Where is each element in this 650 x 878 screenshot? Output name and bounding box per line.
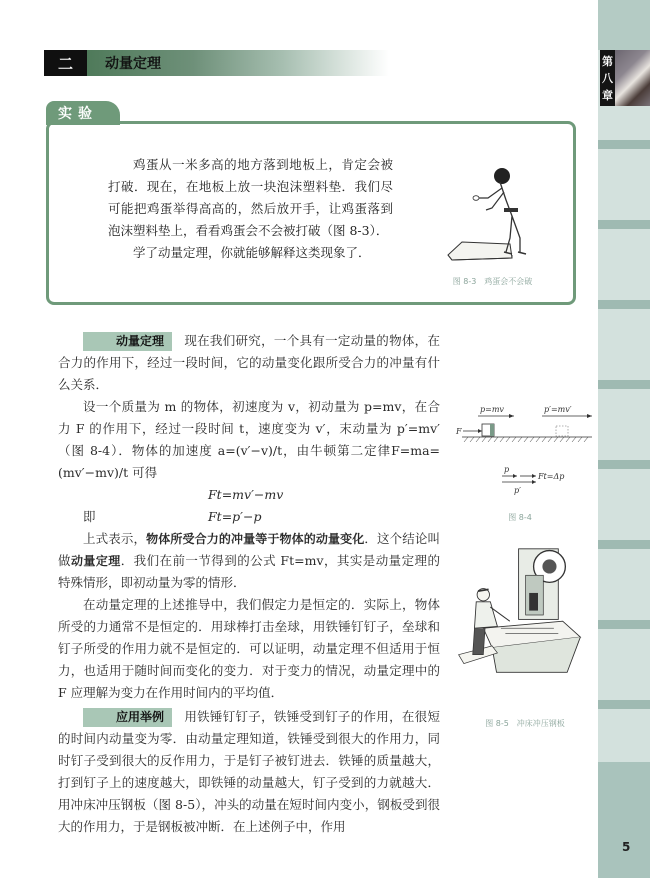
bold-term: 动量定理 — [70, 554, 121, 568]
paragraph-text: 现在我们研究，一个具有一定动量的物体，在合力的作用下，经过一段时间，它的动量变化跟所受合力的冲量有什么关系． — [58, 333, 440, 392]
egg-drop-figure — [440, 160, 545, 275]
formula-lead — [58, 484, 208, 506]
paragraph-momentum-theorem — [58, 330, 440, 396]
formula-line-2 — [58, 506, 440, 528]
formula-2: Ft=p′−p — [208, 509, 262, 524]
section-header — [44, 50, 389, 76]
strip-top-block — [598, 0, 650, 50]
label-p: p — [504, 465, 510, 474]
chapter-char: 八 — [602, 71, 613, 85]
strip-band — [598, 380, 650, 389]
paragraph-theorem-statement — [58, 528, 440, 594]
text: ．这个结论叫做 — [58, 531, 440, 568]
chapter-photo — [615, 50, 650, 106]
paragraph-variable-force: 在动量定理的上述推导中，我们假定力是恒定的．实际上，物体所受的力通常不是恒定的．用球棒打击垒球，用铁锤钉钉子，垒球和钉子所受的作用力就不是恒定的．可以证明，动量定理不但适用于恒力，也适用于随时间而变化的变力．对于变力的情况，动量定理中的 F 应理解为变力在作用时间内的平均值． — [58, 597, 440, 700]
strip-band — [598, 300, 650, 309]
strip-band — [598, 460, 650, 469]
label-force: F — [456, 427, 462, 436]
chapter-label — [600, 50, 615, 106]
punch-press-figure — [448, 540, 598, 690]
experiment-tab: 实验 — [46, 101, 120, 125]
strip-band — [598, 220, 650, 229]
formula-lead: 即 — [83, 509, 96, 524]
chapter-char: 第 — [602, 54, 613, 68]
bold-statement: 物体所受合力的冲量等于物体的动量变化 — [146, 532, 365, 546]
formula-1: Ft=mv′−mv — [208, 487, 284, 502]
strip-band — [598, 700, 650, 709]
strip-band — [598, 540, 650, 549]
chapter-tab[interactable] — [600, 50, 650, 106]
strip-band — [598, 620, 650, 629]
paragraph-application — [58, 706, 440, 838]
label-impulse: Ft=Δp — [538, 472, 565, 481]
application-example-tag: 应用举例 — [83, 708, 172, 727]
section-number: 二 — [44, 50, 87, 76]
text: ．我们在前一节得到的公式 Ft=mv，其实是动量定理的特殊情形，即初动量为零的情形． — [58, 553, 440, 590]
momentum-diagram — [452, 400, 592, 520]
text: 上式表示， — [83, 531, 147, 546]
label-p-initial: p=mv — [480, 405, 504, 414]
experiment-paragraph: 鸡蛋从一米多高的地方落到地板上，肯定会被打破．现在，在地板上放一块泡沫塑料垫．我们尽可能把鸡蛋举得高高的，然后放开手，让鸡蛋落到泡沫塑料垫上，看看鸡蛋会不会被打破（图 8-3）． — [108, 157, 393, 238]
paragraph-text: 用铁锤钉钉子，铁锤受到钉子的作用，在很短的时间内动量变为零．由动量定理知道，铁锤受到很大的作用力，同时钉子受到很大的反作用力，于是钉子被钉进去．铁锤的质量越大，打到钉子上的速度越大，即铁锤的动量越大，钉子受到的力就越大．用冲床冲压钢板（图 8-5），冲头的动量在短时间内变小，钢板受到很大的作用力，于是钢板被冲断．在上述例子中，作用 — [58, 709, 440, 834]
section-title: 动量定理 — [87, 50, 389, 76]
label-p-prime: p′ — [514, 486, 521, 495]
experiment-text — [108, 154, 393, 264]
figure-8-4-caption: 图 8-4 — [508, 513, 532, 522]
main-body-text — [58, 330, 440, 838]
momentum-theorem-tag: 动量定理 — [83, 332, 172, 351]
strip-bottom-block — [598, 762, 650, 878]
figure-8-5-caption: 图 8-5 冲床冲压钢板 — [485, 719, 565, 728]
chapter-char: 章 — [602, 89, 613, 103]
strip-band — [598, 140, 650, 149]
figure-8-3-caption: 图 8-3 鸡蛋会不会破 — [452, 277, 533, 286]
experiment-paragraph: 学了动量定理，你就能够解释这类现象了． — [133, 245, 371, 260]
page-number: 5 — [622, 840, 631, 854]
chapter-side-strip — [598, 0, 650, 878]
paragraph-derivation: 设一个质量为 m 的物体，初速度为 v，初动量为 p=mv，在合力 F 的作用下，经过一段时间 t，速度变为 v′，末动量为 p′=mv′（图 8-4）．物体的加速度 a=(v′−v)/t，由牛顿第二定律F=ma=(mv′−mv)/t 可得 — [58, 399, 440, 480]
formula-line-1 — [58, 484, 440, 506]
label-p-final: p′=mv′ — [544, 405, 572, 414]
